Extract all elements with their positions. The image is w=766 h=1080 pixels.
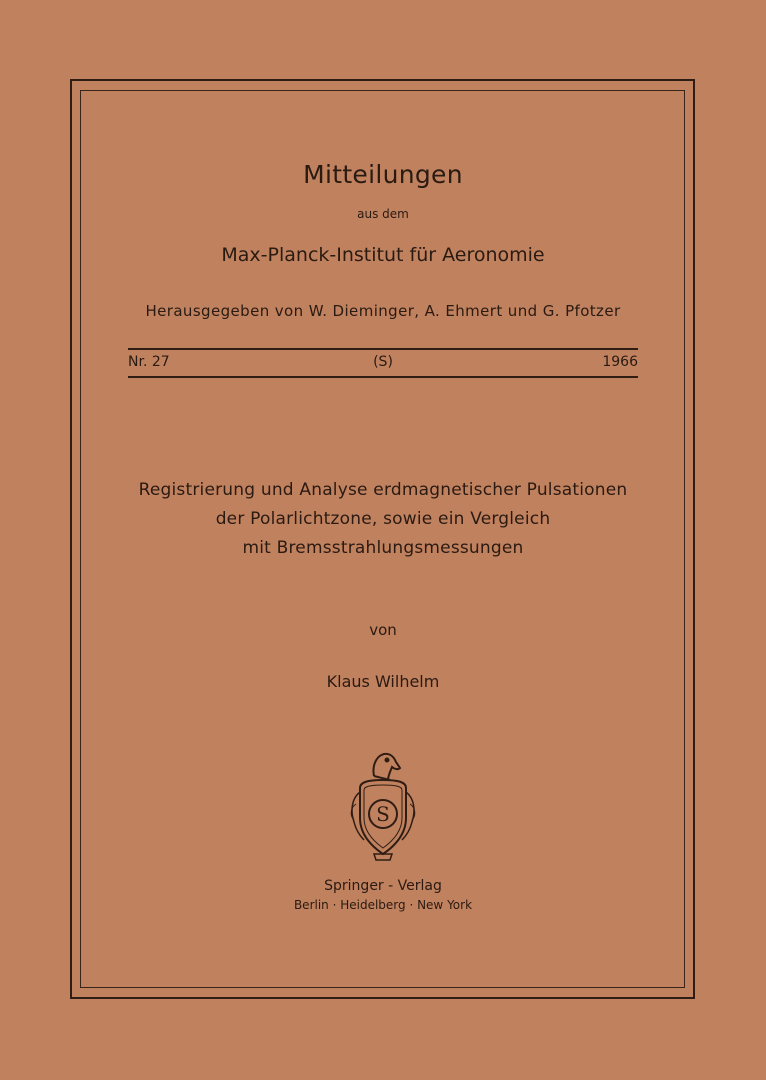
work-title-line: Registrierung und Analyse erdmagnetischer Pulsationen [138,480,628,500]
aus-dem-text: aus dem [357,207,409,221]
svg-text:S: S [376,802,390,826]
editors-line: Herausgegeben von W. Dieminger, A. Ehmert und G. Pfotzer [145,302,621,320]
series-title: Mitteilungen [303,160,463,189]
publisher-places: Berlin · Heidelberg · New York [293,898,473,912]
work-title [0,476,766,563]
work-title-line: mit Bremsstrahlungsmessungen [242,538,524,558]
springer-knight-emblem-icon [344,748,422,866]
series-code: (S) [373,354,393,370]
publisher-name: Springer - Verlag [324,878,442,894]
bottom-rule [128,376,638,378]
top-rule [128,348,638,350]
issue-year: 1966 [602,354,638,370]
work-title-line: der Polarlichtzone, sowie ein Vergleich [215,509,551,529]
by-text: von [369,621,397,639]
institute-name: Max-Planck-Institut für Aeronomie [221,244,545,266]
issue-number: Nr. 27 [128,354,170,370]
author-name: Klaus Wilhelm [326,672,440,691]
